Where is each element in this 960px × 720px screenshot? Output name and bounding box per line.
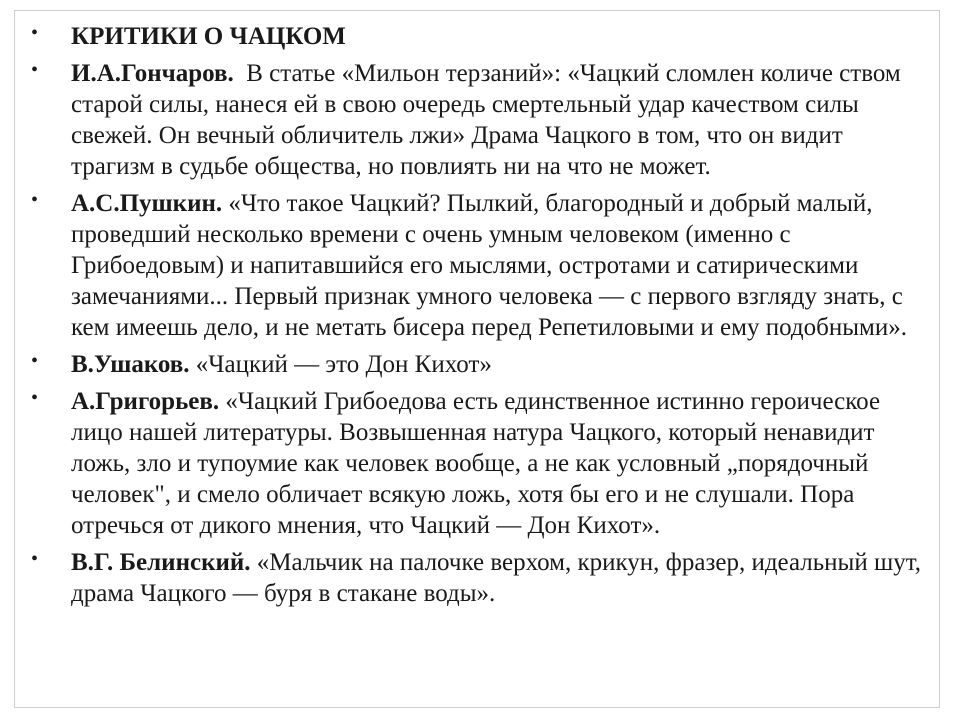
author-name: А.С.Пушкин.: [71, 190, 223, 217]
list-item-ushakov: [31, 349, 931, 380]
quote-text: «Чацкий Грибоедова есть единственное истинно героическое лицо нашей литературы. Возвышенная натура Чацкого, который ненавидит ложь, зло и тупоумие как человек вообще, а не как условный „порядочный человек", и смело обличает всякую ложь, хотя бы его и не слушали. Пора отречься от дикого мнения, что Чацкий — Дон Кихот».: [71, 388, 881, 539]
bullet-icon: •: [31, 548, 39, 570]
list-item-pushkin: [31, 188, 931, 343]
quote-text: В статье «Мильон терзаний»: «Чацкий сломлен количе ством старой силы, нанеся ей в свою очередь смертельный удар качеством силы свежей. Он вечный обличитель лжи» Драма Чацкого в том, что он видит трагизм в судьбе общества, но повлиять ни на что не может.: [71, 60, 907, 180]
bullet-icon: •: [31, 189, 39, 211]
list-item-belinsky: [31, 547, 931, 609]
slide: [14, 10, 940, 708]
list-item-goncharov: [31, 58, 931, 182]
author-name: В.Г. Белинский.: [71, 549, 251, 576]
list-item-title: [31, 21, 931, 52]
bullet-icon: •: [31, 350, 39, 372]
author-name: А.Григорьев.: [71, 388, 220, 415]
quote-text: «Мальчик на палочке верхом, крикун, фразер, идеальный шут, драма Чацкого — буря в стакане воды».: [71, 549, 921, 607]
bullet-icon: •: [31, 22, 39, 44]
list-item-grigoriev: [31, 386, 931, 541]
bullet-list: [31, 21, 931, 615]
slide-title: КРИТИКИ О ЧАЦКОМ: [71, 23, 346, 50]
quote-text: «Что такое Чацкий? Пылкий, благородный и добрый малый, проведший несколько времени с очень умным человеком (именно с Грибоедовым) и напитавшийся его мыслями, остротами и сатирическими замечаниями... Первый признак умного человека — с первого взгляду знать, с кем имеешь дело, и не метать бисера перед Репетиловыми и ему подобными».: [71, 190, 907, 341]
quote-text: «Чацкий — это Дон Кихот»: [189, 351, 492, 378]
bullet-icon: •: [31, 59, 39, 81]
bullet-icon: •: [31, 387, 39, 409]
author-name: И.А.Гончаров.: [71, 60, 234, 87]
author-name: В.Ушаков.: [71, 351, 190, 378]
